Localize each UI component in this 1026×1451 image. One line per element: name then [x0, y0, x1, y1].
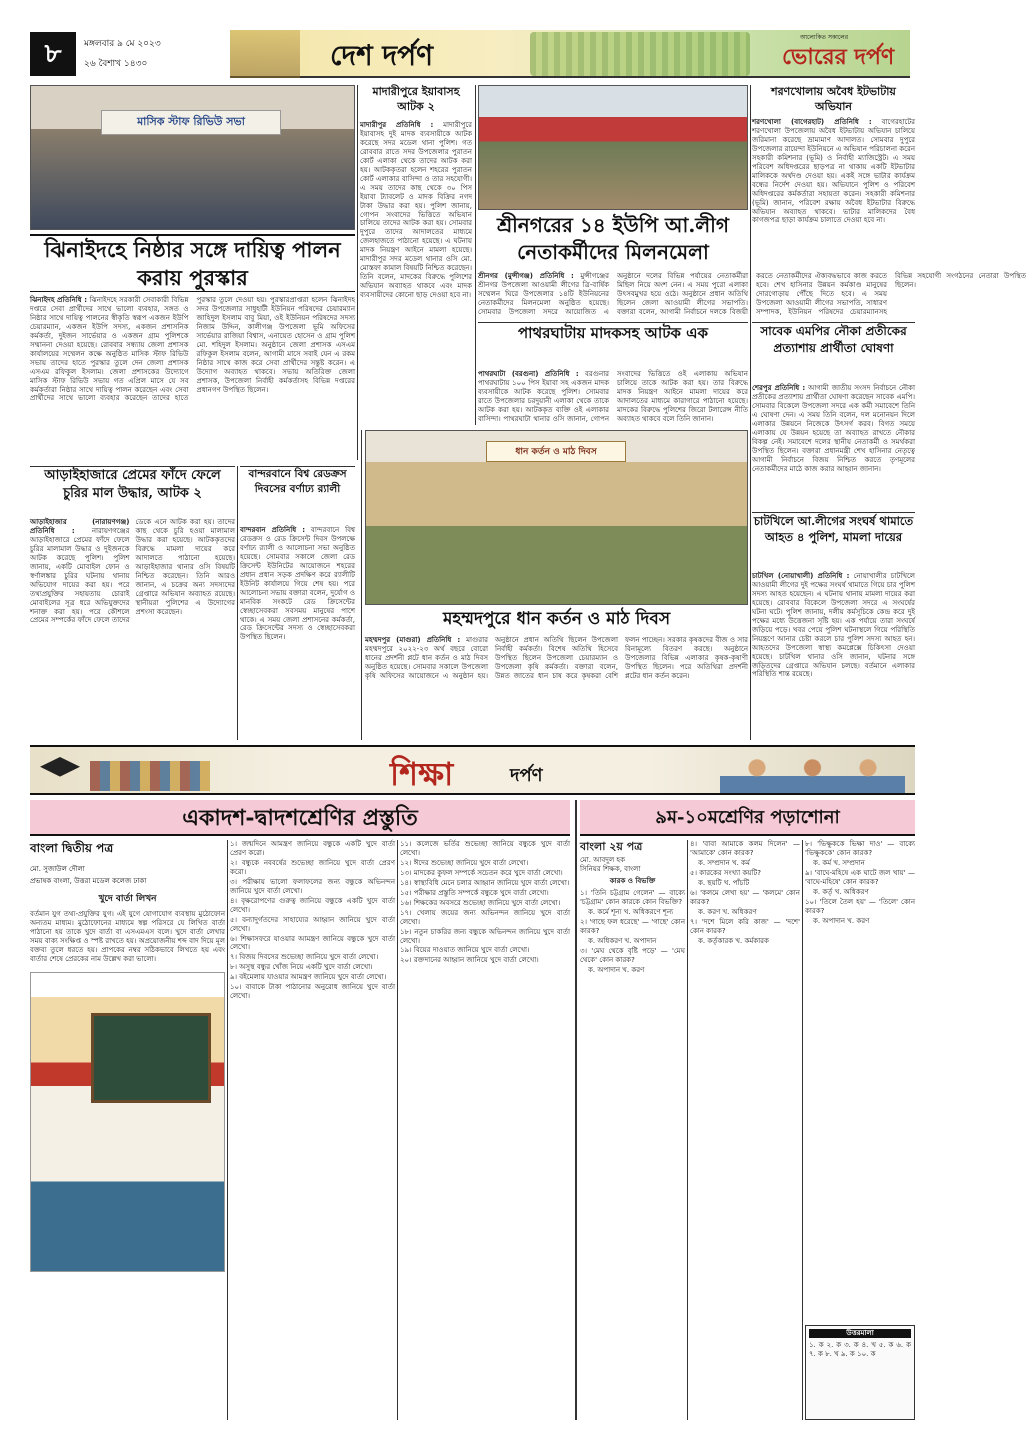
story1-byline: ঝিনাইদহ প্রতিনিধি : — [30, 296, 88, 304]
ssc-option: ক. অধিকরণ খ. অপাদান — [588, 936, 657, 945]
araihazar-text: নারায়ণগঞ্জের আড়াইহাজারে প্রেমের ফাঁদে ফেলে চুরির মালামাল উদ্ধার ও দুইজনকে আটক করেছে পুলিশ। পুলিশ জানায়, একটি মোবাইল ফোন ও স্বর্ণালঙ্কার চুরির ঘটনায় থানায় অভিযোগ দায়ের করা হয়। পরে তথ্যপ্রযুক্তির সহায়তায় চোরাই মোবাইলের সূত্র ধরে অভিযুক্তদের শনাক্ত করা হয়। পরে কৌশলে প্রেমের সম্পর্কের ফাঁদে ফেলে তাদের ডেকে এনে আটক করা হয়। তাদের কাছ থেকে চুরি হওয়া মালামাল উদ্ধার করা হয়েছে। আটককৃতদের বিরুদ্ধে মামলা দায়ের করে আদালতে পাঠানো হয়েছে। আড়াইহাজার থানার ওসি বিষয়টি নিশ্চিত করেছেন। তিনি আরও জানান, এ চক্রের অন্য সদস্যদের গ্রেপ্তারে অভিযান অব্যাহত রয়েছে। স্থানীয়রা পুলিশের এ উদ্যোগের প্রশংসা করেছেন। — [30, 518, 235, 625]
hsc-question: ৬। শিক্ষাসফরে যাওয়ার আমন্ত্রণ জানিয়ে বন্ধুকে খুদে বার্তা লেখো। — [230, 934, 395, 952]
column-rule — [802, 840, 803, 1420]
araihazar-byline: আড়াইহাজার (নারায়ণগঞ্জ) প্রতিনিধি : — [30, 518, 130, 535]
hsc-question: ৮। অসুস্থ বন্ধুর খোঁজ নিয়ে একটি খুদে বার্তা লেখো। — [230, 963, 373, 972]
ssc-title-bar — [580, 800, 915, 836]
column-rule — [397, 840, 398, 1420]
illustration-board — [91, 1013, 211, 1103]
hsc-question: ৭। বিজয় দিবসের শুভেচ্ছা জানিয়ে খুদে বার্তা লেখো। — [230, 953, 379, 962]
ssc-option: ক. অপাদান খ. করণ — [813, 916, 870, 925]
srinagar-body — [478, 272, 1026, 317]
srinagar-photo — [478, 85, 748, 210]
issue-date: মঙ্গলবার ৯ মে ২০২৩ — [84, 39, 161, 49]
mohammadpur-photo-banner: ধান কর্তন ও মাঠ দিবস — [486, 441, 626, 462]
paper-small: আলোকিত সকালের — [800, 34, 849, 41]
hsc-question: ১২। ঈদের শুভেচ্ছা জানিয়ে খুদে বার্তা লেখো। — [400, 858, 529, 867]
hsc-column-3 — [400, 840, 570, 1420]
bandarban-text: বান্দরবানে বিশ্ব রেডক্রস ও রেড ক্রিসেন্ট দিবস উপলক্ষে বর্ণাঢ্য র‍্যালী ও আলোচনা সভা অনুষ্ঠিত হয়েছে। সোমবার সকালে জেলা রেড ক্রিসেন্ট ইউনিটের আয়োজনে শহরের প্রধান প্রধান সড়ক প্রদক্ষিণ করে র‍্যালীটি ইউনিট কার্যালয়ে গিয়ে শেষ হয়। পরে আলোচনা সভায় বক্তারা বলেন, দুর্যোগ ও মানবিক সংকটে রেড ক্রিসেন্টের স্বেচ্ছাসেবকরা সবসময় মানুষের পাশে থাকে। এ সময় জেলা প্রশাসনের কর্মকর্তা, রেড ক্রিসেন্টের সদস্য ও স্বেচ্ছাসেবকরা উপস্থিত ছিলেন। — [240, 526, 355, 642]
ssc-option: ক. কর্মে শূন্য খ. অধিকরণে শূন্য — [588, 907, 674, 916]
column-rule — [237, 466, 238, 740]
chatkhil-byline: চাটখিল (নোয়াখালী) প্রতিনিধি : — [752, 572, 850, 580]
section-title: দেশ দর্পণ — [330, 39, 434, 72]
mp-text: আগামী জাতীয় সংসদ নির্বাচনে নৌকা প্রতীকের প্রত্যাশায় প্রার্থীতা ঘোষণা করেছেন সাবেক এমপি। সোমবার বিকেলে উপজেলা সদরে এক কর্মী সমাবেশে তিনি এ ঘোষণা দেন। এ সময় তিনি বলেন, দল মনোনয়ন দিলে এলাকার উন্নয়নে নিজেকে উৎসর্গ করব। বিগত সময়ে এলাকায় যে উন্নয়ন হয়েছে তা অব্যাহত রাখতে নৌকার বিকল্প নেই। সমাবেশে দলের স্থানীয় নেতাকর্মী ও সমর্থকরা উপস্থিত ছিলেন। বক্তারা প্রধানমন্ত্রী শেখ হাসিনার নেতৃত্বে আগামী নির্বাচনে বিজয় নিশ্চিত করতে তৃণমূলের নেতাকর্মীদের মাঠে কাজ করার আহ্বান জানান। — [752, 384, 915, 473]
ssc-option: ক. করণ খ. অধিকরণ — [698, 907, 757, 916]
mohammadpur-headline: মহম্মদপুরে ধান কর্তন ও মাঠ দিবস — [442, 609, 671, 629]
hsc-question: ২। বন্ধুকে নববর্ষের শুভেচ্ছা জানিয়ে খুদে বার্তা প্রেরণ করো। — [230, 858, 395, 876]
decor-field-image — [230, 30, 300, 78]
answer-box — [805, 1325, 915, 1420]
story1-text: ঝিনাইদহে সরকারী সেবাকারী বিভিন্ন দপ্তরে সেবা প্রার্থীদের সাথে ভালো ব্যবহার, সঙ্গত ও নিষ্ঠার সাথে দায়িত্ব পালনের স্বীকৃতি স্বরূপ একজন ইউপি চেয়ারম্যান, একজন ইউপি সদস্য, একজন প্রশাসনিক কর্মকর্তা, দুইজন সার্ভেয়ার ও একজন গ্রাম পুলিশকে সম্মাননা দেওয়া হয়েছে। রোববার সন্ধ্যায় জেলা প্রশাসক কার্যালয়ের সম্মেলন কক্ষে অনুষ্ঠিত মাসিক স্টাফ রিভিউ সভায় তাদের হাতে পুরস্কার তুলে দেন জেলা প্রশাসক এসএম রফিকুল ইসলাম। জেলা প্রশাসকের উদ্যোগে মাসিক স্টাফ রিভিউ সভায় গত এপ্রিল মাসে যে সব কর্মকর্তারা নিষ্ঠার সাথে দায়িত্ব পালন করেছেন এবং সেবা প্রার্থীদের সাথে ভালো ব্যবহার করেছেন তাদের হাতে পুরস্কার তুলে দেওয়া হয়। পুরস্কারপ্রাপ্তরা হলেন ঝিনাইদহ সদর উপজেলার সাধুহাটী ইউনিয়ন পরিষদের চেয়ারম্যান জাহিদুল ইসলাম বাবু মিয়া, ওই ইউনিয়ন পরিষদের সদস্য নিজাম উদ্দিন, কালীগঞ্জ উপজেলা ভূমি অফিসের সার্ভেয়ার রাজিয়া বিশ্বাস, এনায়েত হোসেন ও গ্রাম পুলিশ মো. শহিদুল ইসলাম। অনুষ্ঠানে জেলা প্রশাসক এসএম রফিকুল ইসলাম বলেন, আগামী মাসে সবাই যেন এ রকম নিষ্ঠার সাথে কাজ করে সেবা প্রার্থীদের সন্তুষ্ট করেন। এ উদ্যোগ অব্যাহত থাকবে। সভায় অতিরিক্ত জেলা প্রশাসক, উপজেলা নির্বাহী কর্মকর্তাসহ বিভিন্ন দপ্তরের প্রধানগণ উপস্থিত ছিলেন। — [30, 296, 355, 403]
ssc-question: ১। 'তিনি চট্টগ্রাম গেলেন' — বাক্যে 'চট্টগ্রাম' কোন কারকে কোন বিভক্তি? — [580, 888, 685, 906]
srinagar-byline: শ্রীনগর (মুন্সীগঞ্জ) প্রতিনিধি : — [478, 272, 574, 280]
mohammadpur-body — [365, 636, 748, 740]
phone-illustration — [30, 972, 225, 1272]
chatkhil-text: নোয়াখালীর চাটখিলে আওয়ামী লীগের দুই পক্ষের সংঘর্ষ থামাতে গিয়ে চার পুলিশ সদস্য আহত হয়েছেন। এ ঘটনায় থানায় মামলা দায়ের করা হয়েছে। রোববার বিকেলে উপজেলা সদরে এ সংঘর্ষের ঘটনা ঘটে। পুলিশ জানায়, দলীয় কর্মসূচিকে কেন্দ্র করে দুই পক্ষের মধ্যে উত্তেজনা সৃষ্টি হয়। এক পর্যায়ে তারা সংঘর্ষে জড়িয়ে পড়ে। খবর পেয়ে পুলিশ ঘটনাস্থলে গিয়ে পরিস্থিতি নিয়ন্ত্রণে আনার চেষ্টা করলে চার পুলিশ সদস্য আহত হন। আহতদের উপজেলা স্বাস্থ্য কমপ্লেক্সে চিকিৎসা দেওয়া হয়েছে। চাটখিল থানার ওসি জানান, ঘটনার সঙ্গে জড়িতদের গ্রেপ্তারে অভিযান চলছে। বর্তমানে এলাকার পরিস্থিতি শান্ত রয়েছে। — [752, 572, 915, 679]
ssc-option: ক. কর্ম খ. সম্প্রদান — [813, 858, 865, 867]
hsc-subject: বাংলা দ্বিতীয় পত্র — [30, 841, 114, 855]
madaripur-text: মাদারীপুরে ইয়াবাসহ দুই মাদক ব্যবসায়ীকে আটক করেছে সদর মডেল থানা পুলিশ। গত রোববার রাতে সদর উপজেলার পুরাতন কোর্ট এলাকা থেকে তাদের আটক করা হয়। আটককৃতরা হলেন শহরের পুরাতন কোর্ট এলাকার বাসিন্দা ও তার সহযোগী। এ সময় তাদের কাছ থেকে ৩০ পিস ইয়াবা ট্যাবলেট ও মাদক বিক্রির নগদ টাকা উদ্ধার করা হয়। পুলিশ জানায়, গোপন সংবাদের ভিত্তিতে অভিযান চালিয়ে তাদের আটক করা হয়। সোমবার দুপুরে তাদের আদালতের মাধ্যমে জেলহাজতে পাঠানো হয়েছে। এ ঘটনায় মাদক নিয়ন্ত্রণ আইনে মামলা হয়েছে। মাদারীপুর সদর মডেল থানার ওসি মো. মোস্তফা কামাল বিষয়টি নিশ্চিত করেছেন। তিনি বলেন, মাদকের বিরুদ্ধে পুলিশের অভিযান অব্যাহত থাকবে এবং মাদক ব্যবসায়ীদের কোনো ছাড় দেওয়া হবে না। — [360, 121, 472, 300]
mohammadpur-text: মাগুরার মহম্মদপুরে ২০২২-২৩ অর্থ বছরে বোরো ধানের প্রদর্শনী প্লটে ধান কর্তন ও মাঠ দিবস অনুষ্ঠিত হয়েছে। সোমবার সকালে উপজেলা কৃষি অফিসের আয়োজনে এ অনুষ্ঠান হয়। অনুষ্ঠানে প্রধান অতিথি ছিলেন উপজেলা নির্বাহী কর্মকর্তা। বিশেষ অতিথি হিসেবে উপস্থিত ছিলেন উপজেলা চেয়ারম্যান ও উপজেলা কৃষি কর্মকর্তা। বক্তারা বলেন, উন্নত জাতের ধান চাষ করে কৃষকরা বেশি ফলন পাচ্ছেন। সরকার কৃষকদের বীজ ও সার বিনামূল্যে বিতরণ করছে। অনুষ্ঠানে উপজেলার বিভিন্ন এলাকার কৃষক-কৃষাণী উপস্থিত ছিলেন। পরে অতিথিরা প্রদর্শনী প্লটের ধান কর্তন করেন। — [365, 636, 748, 680]
answer-text: ১. ক ২. ক ৩. ক ৪. খ ৫. ক ৬. ক ৭. ক ৮. খ ৯. ক ১০. ক — [809, 1340, 911, 1358]
pathorghata-byline: পাথরঘাটা (বরগুনা) প্রতিনিধি : — [478, 370, 579, 378]
column-rule — [750, 85, 751, 740]
hsc-question: ২০। রক্তদানের আহ্বান জানিয়ে খুদে বার্তা লেখো। — [400, 956, 539, 965]
mp-byline: শেরপুর প্রতিনিধি : — [752, 384, 806, 392]
hsc-column-2 — [230, 840, 395, 1420]
srinagar-headline: শ্রীনগরের ১৪ ইউপি আ.লীগ নেতাকর্মীদের মিলনমেলা — [496, 213, 730, 264]
hsc-topic: খুদে বার্তা লিখন — [98, 894, 157, 904]
ssc-question: ৭। 'দশে মিলে করি কাজ' — 'দশে' কোন কারক? — [690, 917, 800, 935]
hsc-question: ১১। কলেজে ভর্তির শুভেচ্ছা জানিয়ে বন্ধুকে খুদে বার্তা লেখো। — [400, 840, 570, 857]
hsc-question: ৪। বৃক্ষরোপণের গুরুত্ব জানিয়ে বন্ধুকে একটি খুদে বার্তা লেখো। — [230, 896, 395, 914]
ssc-question: ৬। 'কলমে লেখা হয়' — 'কলমে' কোন কারক? — [690, 888, 800, 906]
sharankhola-byline: শরণখোলা (বাগেরহাট) প্রতিনিধি : — [752, 118, 872, 126]
bandarban-byline: বান্দরবান প্রতিনিধি : — [240, 526, 306, 534]
hsc-question: ১৫। পরীক্ষার প্রস্তুতি সম্পর্কে বন্ধুকে খুদে বার্তা লেখো। — [400, 888, 549, 897]
mp-headline: সাবেক এমপির নৌকা প্রতীকের প্রত্যাশায় প্রার্থীতা ঘোষণা — [752, 322, 915, 382]
ssc-column-1 — [580, 840, 685, 1420]
ssc-question: ২। 'গাছে ফল ধরেছে' — 'গাছে' কোন কারক? — [580, 917, 685, 935]
ssc-teacher: মো. আবদুল হক — [580, 856, 625, 865]
ssc-teacher-role: সিনিয়র শিক্ষক, বাংলা — [580, 865, 641, 874]
decor-crops-image — [530, 32, 750, 76]
mohammadpur-byline: মহম্মদপুর (মাগুরা) প্রতিনিধি : — [365, 636, 461, 644]
masthead — [30, 30, 915, 78]
ssc-column-3 — [805, 840, 915, 1320]
hsc-teacher-role: প্রভাষক বাংলা, উত্তরা মডেল কলেজ ঢাকা — [30, 877, 147, 885]
paper-logo: ভোরের দর্পণ — [782, 44, 895, 70]
ssc-option: ক. অপাদান খ. করণ — [588, 965, 645, 974]
answer-label: উত্তরমালা — [809, 1329, 911, 1338]
ssc-option: ক. সম্প্রদান খ. কর্ম — [698, 858, 750, 867]
pathorghata-text: বরগুনার পাথরঘাটায় ১০০ পিস ইয়াবা সহ একজন মাদক ব্যবসায়ীকে আটক করেছে পুলিশ। সোমবার রাতে উপজেলার চরদুয়ানী এলাকা থেকে তাকে আটক করা হয়। আটককৃত ব্যক্তি ওই এলাকার বাসিন্দা। পাথরঘাটা থানার ওসি জানান, গোপন সংবাদের ভিত্তিতে ওই এলাকায় অভিযান চালিয়ে তাকে আটক করা হয়। তার বিরুদ্ধে মাদক নিয়ন্ত্রণ আইনে মামলা দায়ের করে আদালতের মাধ্যমে কারাগারে পাঠানো হয়েছে। মাদকের বিরুদ্ধে পুলিশের জিরো টলারেন্স নীতি অব্যাহত থাকবে বলে তিনি জানান। — [478, 370, 748, 423]
hsc-title: একাদশ-দ্বাদশশ্রেণির প্রস্তুতি — [182, 805, 418, 831]
ssc-column-2 — [690, 840, 800, 1420]
ssc-question: ৪। 'বাবা আমাকে কলম দিলেন' — 'আমাকে' কোন কারক? — [690, 840, 800, 857]
chatkhil-headline: চাটখিলে আ.লীগের সংঘর্ষ থামাতে আহত ৪ পুলিশ, মামলা দায়ের — [752, 512, 915, 570]
books-icon — [90, 761, 210, 791]
ssc-subject: বাংলা ২য় পত্র — [580, 840, 643, 853]
chatkhil-body — [752, 572, 915, 740]
hsc-question: ১৭। খেলায় জয়ের জন্য অভিনন্দন জানিয়ে খুদে বার্তা লেখো। — [400, 908, 570, 926]
araihazar-body — [30, 518, 235, 740]
ssc-topic: কারক ও বিভক্তি — [609, 876, 656, 885]
issue-date-bangla: ২৬ বৈশাখ ১৪৩০ — [84, 59, 148, 69]
hsc-column-1 — [30, 840, 225, 1420]
hsc-teacher: মো. সুজাউল দৌলা — [30, 865, 85, 873]
sharankhola-text: বাগেরহাটের শরণখোলা উপজেলায় অবৈধ ইটভাটায় অভিযান চালিয়ে জরিমানা করেছে ভ্রাম্যমাণ আদালত। সোমবার দুপুরে উপজেলার রায়েন্দা ইউনিয়নে এ অভিযান পরিচালনা করেন সহকারী কমিশনার (ভূমি) ও নির্বাহী ম্যাজিস্ট্রেট। এ সময় পরিবেশ অধিদপ্তরের ছাড়পত্র না থাকায় একটি ইটভাটার মালিককে অর্থদণ্ড দেওয়া হয়। একই সঙ্গে ভাটার কার্যক্রম বন্ধের নির্দেশ দেওয়া হয়। অভিযানে পুলিশ ও পরিবেশ অধিদপ্তরের কর্মকর্তারা সহায়তা করেন। সহকারী কমিশনার (ভূমি) জানান, পরিবেশ রক্ষায় অবৈধ ইটভাটার বিরুদ্ধে অভিযান অব্যাহত থাকবে। ভাটার মালিকদের বৈধ কাগজপত্র ছাড়া কার্যক্রম চালাতে দেওয়া হবে না। — [752, 118, 916, 225]
hsc-question: ১৬। শিক্ষকের অবসরে শুভেচ্ছা জানিয়ে খুদে বার্তা লেখো। — [400, 898, 561, 907]
mp-body — [752, 384, 915, 508]
hsc-intro: বর্তমান যুগ তথ্য-প্রযুক্তির যুগ। এই যুগে যোগাযোগ ব্যবস্থায় মুঠোফোন অন্যতম মাধ্যম। মুঠোফোনের মাধ্যমে স্বল্প পরিসরে যে লিখিত বার্তা পাঠানো হয় তাকে খুদে বার্তা বা এসএমএস বলে। খুদে বার্তা লেখার সময় বাক্য সংক্ষিপ্ত ও স্পষ্ট রাখতে হয়। অপ্রয়োজনীয় শব্দ বাদ দিয়ে মূল বক্তব্য তুলে ধরতে হয়। প্রাপকের নম্বর সঠিকভাবে লিখতে হয় এবং বার্তার শেষে প্রেরকের নাম উল্লেখ করা ভালো। — [30, 910, 225, 963]
bandarban-headline: বান্দরবানে বিশ্ব রেডক্রস দিবসের বর্ণাঢ্য র‍্যালী — [240, 466, 355, 524]
hsc-question: ১৪। স্বাস্থ্যবিধি মেনে চলার আহ্বান জানিয়ে খুদে বার্তা লেখো। — [400, 878, 570, 887]
graduation-cap-icon — [40, 757, 80, 785]
sharankhola-headline: শরণখোলায় অবৈধ ইটভাটায় অভিযান — [771, 85, 896, 113]
ssc-option: ক. ছয়টি খ. পাঁচটি — [698, 878, 750, 887]
ssc-question: ৩। 'মেঘ থেকে বৃষ্টি পড়ে' — 'মেঘ থেকে' কোন কারক? — [580, 946, 685, 964]
sharankhola-body — [752, 118, 915, 320]
ssc-question: ৯। 'বাঘে-মহিষে এক ঘাটে জল খায়' — 'বাঘে-মহিষে' কোন কারক? — [805, 868, 915, 886]
column-rule — [361, 430, 362, 740]
hsc-question: ১৯। বিয়ের দাওয়াত জানিয়ে খুদে বার্তা লেখো। — [400, 946, 530, 955]
story1-headline: ঝিনাইদহে নিষ্ঠার সঙ্গে দায়িত্ব পালন করায় পুরস্কার — [30, 234, 355, 292]
education-banner-word: শিক্ষা — [390, 755, 454, 793]
madaripur-body — [360, 121, 472, 461]
ssc-question: ৮। 'ভিক্ষুককে ভিক্ষা দাও' — বাক্যে 'ভিক্ষুককে' কোন কারক? — [805, 840, 915, 857]
ssc-option: ক. কর্তৃকারক খ. কর্মকারক — [698, 936, 769, 945]
ssc-question: ৫। কারকের সংখ্যা কয়টি? — [690, 868, 761, 877]
hsc-question: ১০। বাবাকে টাকা পাঠানোর অনুরোধ জানিয়ে খুদে বার্তা লেখো। — [230, 983, 395, 1001]
story1-photo-banner: মাসিক স্টাফ রিভিউ সভা — [101, 110, 281, 135]
hsc-title-bar — [30, 800, 570, 836]
hsc-question: ১৩। মাদকের কুফল সম্পর্কে সচেতন করে খুদে বার্তা লেখো। — [400, 868, 563, 877]
column-rule — [475, 85, 476, 425]
hsc-question: ৯। বইমেলায় যাওয়ার আমন্ত্রণ জানিয়ে খুদে বার্তা লেখো। — [230, 973, 387, 982]
mohammadpur-photo — [365, 430, 748, 605]
education-banner-sub: দর্পণ — [510, 765, 543, 786]
hsc-question: ৩। পরীক্ষায় ভালো ফলাফলের জন্য বন্ধুকে অভিনন্দন জানিয়ে খুদে বার্তা লেখো। — [230, 877, 395, 895]
hsc-question: ১৮। নতুন চাকরির জন্য বন্ধুকে অভিনন্দন জানিয়ে খুদে বার্তা লেখো। — [400, 927, 570, 945]
students-icon — [720, 751, 905, 793]
hsc-question: ১। জন্মদিনে আমন্ত্রণ জানিয়ে বন্ধুকে একটি খুদে বার্তা প্রেরণ করো। — [230, 840, 395, 857]
column-rule — [575, 800, 577, 1420]
page-number: ৮ — [30, 32, 76, 76]
education-banner — [30, 745, 915, 795]
column-rule — [687, 840, 688, 1420]
madaripur-headline: মাদারীপুরে ইয়াবাসহ আটক ২ — [372, 85, 460, 113]
araihazar-headline: আড়াইহাজারে প্রেমের ফাঁদে ফেলে চুরির মাল উদ্ধার, আটক ২ — [30, 466, 235, 516]
column-rule — [227, 840, 228, 1420]
srinagar-text: মুন্সীগঞ্জের শ্রীনগর উপজেলা আওয়ামী লীগের ত্রি-বার্ষিক সম্মেলন ঘিরে উপজেলার ১৪টি ইউনিয়নের নেতাকর্মীদের মিলনমেলা অনুষ্ঠিত হয়েছে। সোমবার উপজেলা সদরে আয়োজিত এ অনুষ্ঠানে দলের বিভিন্ন পর্যায়ের নেতাকর্মীরা মিছিল নিয়ে অংশ নেন। এ সময় পুরো এলাকা উৎসবমুখর হয়ে ওঠে। অনুষ্ঠানে প্রধান অতিথি ছিলেন জেলা আওয়ামী লীগের সভাপতি। বক্তারা বলেন, আগামী নির্বাচনে দলকে বিজয়ী করতে নেতাকর্মীদের ঐক্যবদ্ধভাবে কাজ করতে হবে। শেখ হাসিনার উন্নয়ন কর্মকাণ্ড মানুষের দোরগোড়ায় পৌঁছে দিতে হবে। এ সময় উপজেলা আওয়ামী লীগের সভাপতি, সাধারণ সম্পাদক, ইউনিয়ন পরিষদের চেয়ারম্যানসহ বিভিন্ন সহযোগী সংগঠনের নেতারা উপস্থিত ছিলেন। — [478, 272, 1026, 316]
column-rule — [357, 85, 358, 460]
bandarban-body — [240, 526, 355, 740]
pathorghata-headline: পাথরঘাটায় মাদকসহ আটক এক — [478, 322, 748, 368]
ssc-question: ১০। 'তিলে তৈল হয়' — 'তিলে' কোন কারক? — [805, 897, 915, 915]
ssc-option: ক. কর্তৃ খ. অধিকরণ — [813, 887, 869, 896]
madaripur-byline: মাদারীপুর প্রতিনিধি : — [360, 121, 434, 129]
hsc-question: ৫। বন্যাদুর্গতদের সাহায্যের আহ্বান জানিয়ে খুদে বার্তা লেখো। — [230, 915, 395, 933]
story1-photo — [30, 85, 355, 230]
pathorghata-body — [478, 370, 748, 426]
story1-body — [30, 296, 355, 461]
ssc-title: ৯ম-১০মশ্রেণির পড়াশোনা — [655, 807, 840, 828]
